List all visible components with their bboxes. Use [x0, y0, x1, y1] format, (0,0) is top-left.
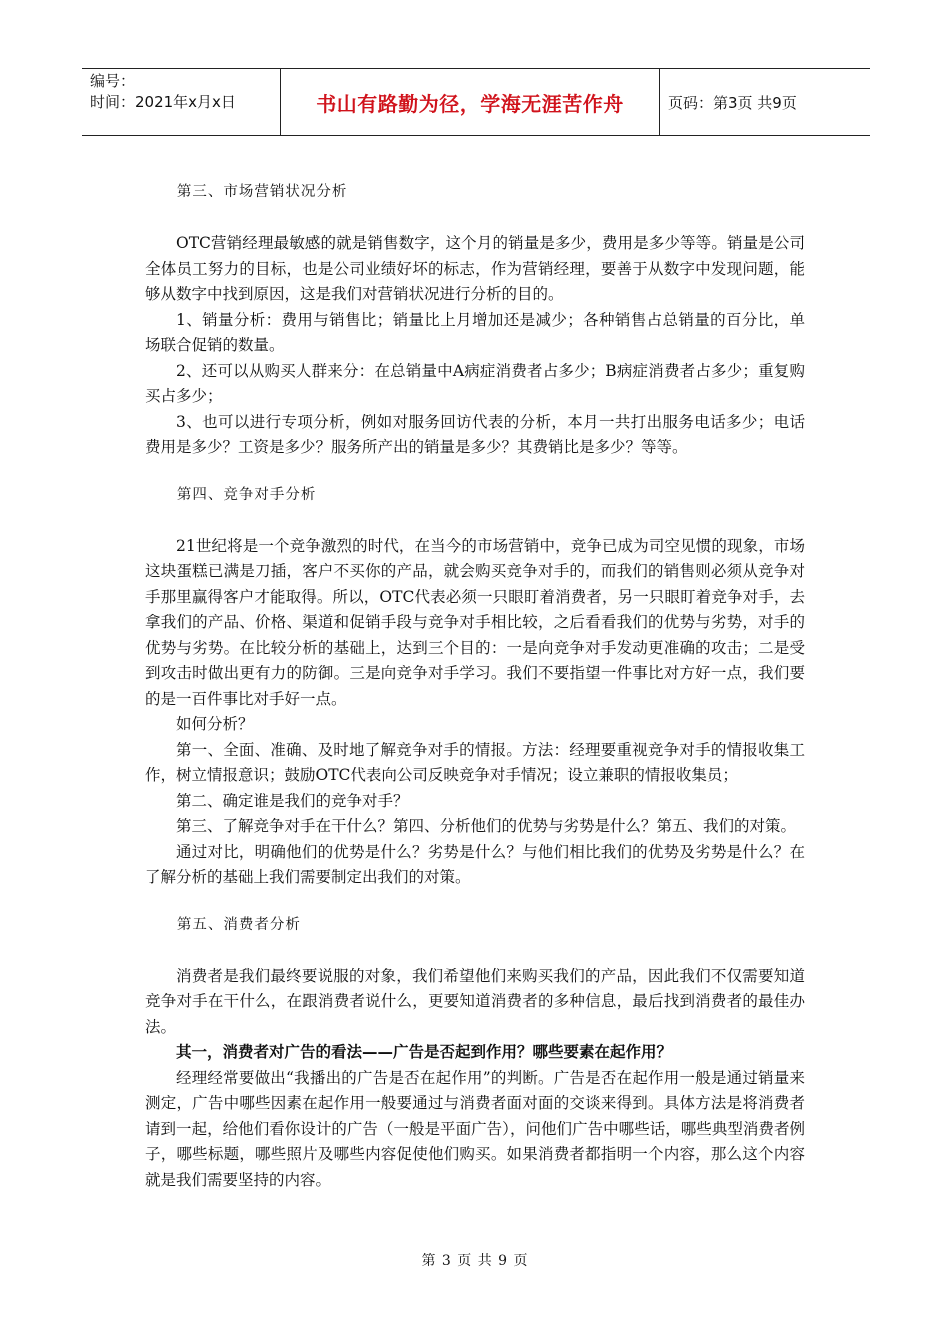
date-label: 时间：2021年x月x日: [90, 93, 236, 111]
header-page-cell: [660, 69, 870, 135]
paragraph: 通过对比，明确他们的优势是什么？劣势是什么？与他们相比我们的优势及劣势是什么？在了解分析的基础上我们需要制定出我们的对策。: [145, 842, 805, 886]
document-body: [145, 180, 805, 1193]
section-4-title: 第四、竞争对手分析: [176, 486, 317, 503]
paragraph: 2、还可以从购买人群来分：在总销量中A病症消费者占多少；B病症消费者占多少；重复购买占多少；: [145, 361, 805, 405]
header-motto-cell: [280, 69, 660, 135]
number-label: 编号：: [90, 72, 136, 90]
page-indicator: 页码：第3页 共9页: [668, 93, 797, 112]
section-3-title: 第三、市场营销状况分析: [176, 184, 348, 200]
bold-subheading: 其一，消费者对广告的看法——广告是否起到作用？哪些要素在起作用？: [176, 1043, 673, 1061]
paragraph: 3、也可以进行专项分析，例如对服务回访代表的分析，本月一共打出服务电话多少；电话费用是多少？工资是多少？服务所产出的销量是多少？其费销比是多少？等等。: [145, 412, 805, 456]
motto-text: 书山有路勤为径，学海无涯苦作舟: [316, 91, 624, 116]
page-footer: 第 3 页 共 9 页: [421, 1253, 529, 1269]
header-left-cell: [82, 69, 280, 135]
paragraph: 1、销量分析：费用与销售比；销量比上月增加还是减少；各种销售占总销量的百分比，单场联合促销的数量。: [145, 310, 805, 354]
paragraph: 第二、确定谁是我们的竞争对手？: [176, 791, 409, 810]
paragraph: 消费者是我们最终要说服的对象，我们希望他们来购买我们的产品，因此我们不仅需要知道竞争对手在干什么，在跟消费者说什么，更要知道消费者的多种信息，最后找到消费者的最佳办法。: [145, 966, 805, 1036]
paragraph: 第三、了解竞争对手在干什么？第四、分析他们的优势与劣势是什么？第五、我们的对策。: [176, 817, 797, 835]
paragraph: 第一、全面、准确、及时地了解竞争对手的情报。方法：经理要重视竞争对手的情报收集工作，树立情报意识；鼓励OTC代表向公司反映竞争对手情况；设立兼职的情报收集员；: [145, 740, 805, 784]
section-5-title: 第五、消费者分析: [176, 916, 301, 933]
paragraph: 经理经常要做出“我播出的广告是否在起作用”的判断。广告是否在起作用一般是通过销量来测定，广告中哪些因素在起作用一般要通过与消费者面对面的交谈来得到。具体方法是将消费者请到一起，给他们看你设计的广告（一般是平面广告），问他们广告中哪些话，哪些典型消费者例子，哪些标题，哪些照片及哪些内容促使他们购买。如果消费者都指明一个内容，那么这个内容就是我们需要坚持的内容。: [145, 1068, 805, 1189]
paragraph: 如何分析？: [176, 715, 254, 733]
paragraph: 21世纪将是一个竞争激烈的时代，在当今的市场营销中，竞争已成为司空见惯的现象，市场这块蛋糕已满是刀插，客户不买你的产品，就会购买竞争对手的，而我们的销售则必须从竞争对手那里赢得客户才能取得。所以，OTC代表必须一只眼盯着消费者，另一只眼盯着竞争对手，去拿我们的产品、价格、渠道和促销手段与竞争对手相比较，之后看看我们的优势与劣势，对手的优势与劣势。在比较分析的基础上，达到三个目的：一是向竞争对手发动更准确的攻击；二是受到攻击时做出更有力的防御。三是向竞争对手学习。我们不要指望一件事比对方好一点，我们要的是一百件事比对手好一点。: [145, 536, 805, 708]
page-header: [82, 68, 870, 136]
paragraph: OTC营销经理最敏感的就是销售数字，这个月的销量是多少，费用是多少等等。销量是公司全体员工努力的目标，也是公司业绩好坏的标志，作为营销经理，要善于从数字中发现问题，能够从数字中找到原因，这是我们对营销状况进行分析的目的。: [145, 234, 805, 303]
